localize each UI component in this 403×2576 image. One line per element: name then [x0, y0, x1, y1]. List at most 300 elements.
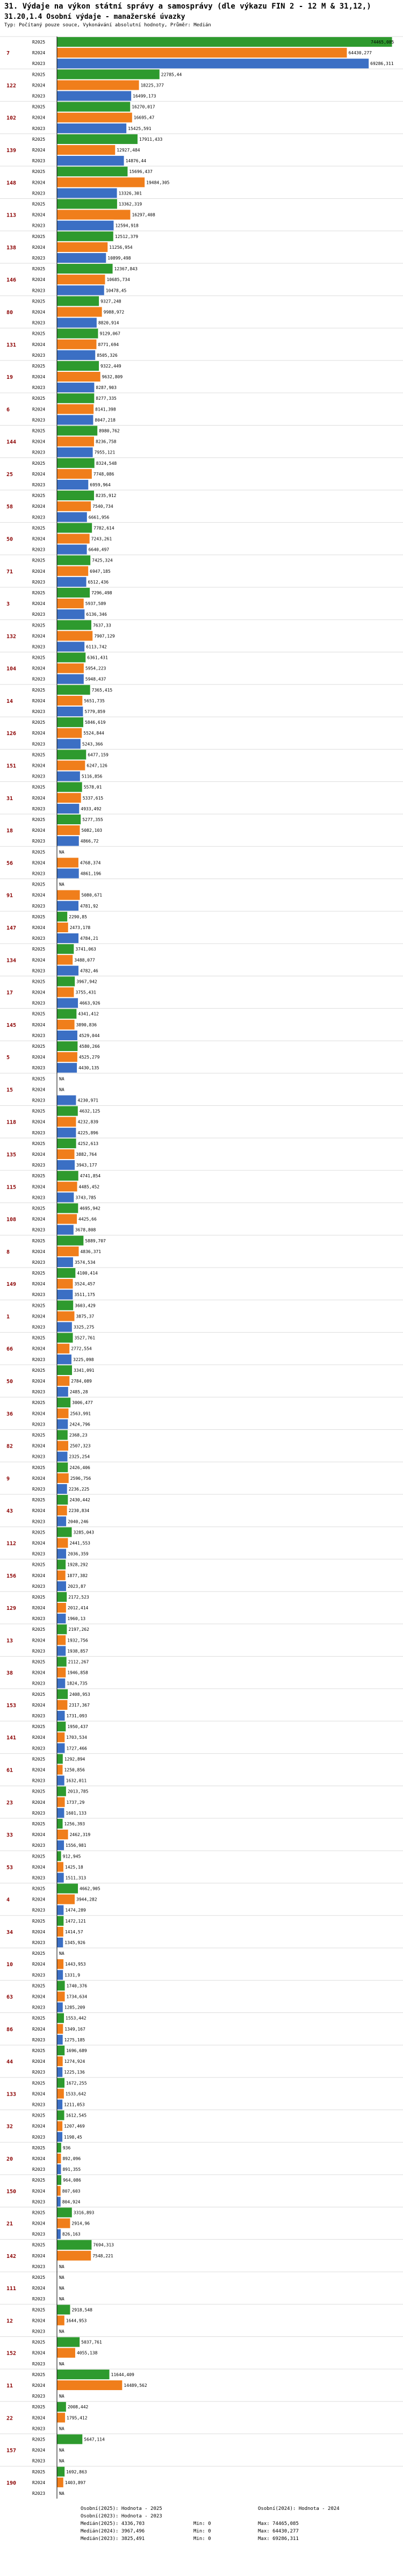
group-label: 86	[6, 2026, 13, 2033]
group-label: 132	[6, 634, 17, 640]
data-label: 74465,085	[371, 40, 394, 45]
bar-r2023	[57, 545, 87, 555]
series-tick-label: R2025	[32, 1238, 46, 1243]
series-tick-label: R2023	[32, 320, 46, 326]
bar-r2025	[57, 1819, 63, 1829]
series-tick-label: R2025	[32, 169, 46, 175]
data-label: 13326,301	[118, 191, 142, 196]
bar-r2025	[57, 1722, 66, 1731]
series-tick-label: R2023	[32, 1681, 46, 1686]
series-tick-label: R2024	[32, 2026, 46, 2032]
series-tick-label: R2024	[32, 1055, 46, 1060]
data-label: 4580,266	[79, 1044, 100, 1049]
series-tick-label: R2025	[32, 1174, 46, 1179]
series-tick-label: R2024	[32, 407, 46, 412]
bar-r2025	[57, 1884, 78, 1894]
data-label: 3574,534	[74, 1260, 96, 1265]
series-tick-label: R2025	[32, 2469, 46, 2474]
series-tick-label: R2025	[32, 1918, 46, 1924]
bar-r2024	[57, 1635, 66, 1645]
bar-r2025	[57, 1268, 75, 1278]
data-label: 1877,382	[67, 1573, 88, 1578]
series-tick-label: R2023	[32, 1292, 46, 1298]
series-tick-label: R2024	[32, 601, 46, 607]
data-label: 5846,619	[84, 720, 106, 725]
series-tick-label: R2025	[32, 2081, 46, 2086]
series-tick-label: R2023	[32, 126, 46, 131]
bar-r2023	[57, 2099, 62, 2109]
bar-r2025	[57, 588, 90, 598]
data-label: 3006,477	[72, 1400, 93, 1406]
group-label: 129	[6, 1606, 17, 1612]
series-tick-label: R2025	[32, 1886, 46, 1891]
bar-r2023	[57, 707, 83, 716]
bar-r2025	[57, 1495, 68, 1505]
data-label: 6661,956	[88, 515, 110, 520]
bar-r2025	[57, 556, 90, 565]
bar-r2023	[57, 1840, 64, 1850]
series-tick-label: R2024	[32, 310, 46, 315]
data-label: 4230,971	[77, 1098, 98, 1103]
data-label: 4663,926	[80, 1001, 100, 1006]
data-label: 1734,634	[66, 1994, 88, 1999]
bar-r2024	[57, 1765, 62, 1774]
data-label: 3325,275	[73, 1325, 95, 1330]
group-label: 25	[6, 471, 13, 478]
bar-r2023	[57, 1549, 66, 1559]
data-label: 5337,615	[82, 795, 104, 801]
bar-r2024	[57, 955, 73, 965]
na-label: NA	[59, 2297, 64, 2302]
bar-r2023	[57, 609, 84, 619]
bar-r2025	[57, 2078, 64, 2088]
group-label: 9	[6, 1476, 10, 1482]
series-tick-label: R2023	[32, 2426, 46, 2431]
data-label: 5647,114	[84, 2437, 105, 2442]
data-label: 3341,091	[73, 1368, 95, 1373]
data-label: 6947,185	[90, 569, 111, 574]
bar-r2025	[57, 2370, 110, 2379]
legend-entry: Max: 64430,277	[258, 2529, 299, 2534]
bar-r2023	[57, 221, 113, 231]
series-tick-label: R2023	[32, 2458, 46, 2464]
data-label: 3524,457	[74, 1282, 96, 1287]
data-label: 7637,33	[92, 623, 111, 628]
bar-r2023	[57, 91, 131, 100]
data-label: 1928,292	[67, 1562, 88, 1567]
series-tick-label: R2023	[32, 1875, 46, 1881]
group-label: 152	[6, 2350, 17, 2357]
series-tick-label: R2023	[32, 483, 46, 488]
data-label: 1946,858	[67, 1670, 88, 1675]
data-label: 8324,548	[96, 460, 117, 466]
series-tick-label: R2025	[32, 2178, 46, 2183]
series-tick-label: R2025	[32, 2437, 46, 2442]
data-label: 10478,45	[105, 288, 127, 293]
data-label: 1472,121	[65, 1918, 86, 1924]
group-label: 20	[6, 2156, 13, 2162]
bar-r2024	[57, 2121, 62, 2131]
bar-r2023	[57, 998, 78, 1008]
na-label: NA	[59, 2361, 64, 2366]
bar-r2024	[57, 275, 105, 284]
group-label: 151	[6, 763, 17, 769]
data-label: 7540,734	[92, 504, 113, 509]
series-tick-label: R2023	[32, 418, 46, 423]
series-tick-label: R2025	[32, 882, 46, 887]
series-tick-label: R2025	[32, 72, 46, 77]
data-label: 3488,077	[74, 958, 95, 963]
series-tick-label: R2024	[32, 1217, 46, 1222]
series-tick-label: R2025	[32, 526, 46, 531]
data-label: 4341,412	[78, 1011, 99, 1017]
series-tick-label: R2025	[32, 299, 46, 304]
series-tick-label: R2024	[32, 795, 46, 801]
data-label: 16270,017	[132, 104, 155, 110]
bar-r2025	[57, 1916, 63, 1926]
group-label: 157	[6, 2448, 17, 2454]
series-tick-label: R2023	[32, 2264, 46, 2269]
data-label: 5082,103	[81, 828, 103, 833]
group-label: 118	[6, 1119, 17, 1126]
series-tick-label: R2023	[32, 1325, 46, 1330]
series-tick-label: R2023	[32, 288, 46, 293]
series-tick-label: R2024	[32, 1379, 46, 1384]
data-label: 1211,053	[64, 2102, 85, 2107]
group-label: 142	[6, 2253, 17, 2260]
series-tick-label: R2025	[32, 2210, 46, 2215]
series-tick-label: R2023	[32, 385, 46, 391]
data-label: 4781,92	[80, 903, 98, 909]
series-tick-label: R2023	[32, 191, 46, 196]
data-label: 12927,484	[117, 148, 140, 153]
series-tick-label: R2023	[32, 1357, 46, 1362]
data-label: 7548,221	[92, 2253, 113, 2258]
group-label: 14	[6, 698, 13, 704]
bar-r2023	[57, 739, 81, 749]
series-tick-label: R2023	[32, 612, 46, 617]
data-label: 2036,359	[68, 1551, 89, 1557]
group-label: 126	[6, 731, 17, 737]
series-tick-label: R2025	[32, 1400, 46, 1406]
group-label: 150	[6, 2189, 17, 2195]
series-tick-label: R2024	[32, 148, 46, 153]
group-label: 149	[6, 1282, 17, 1288]
bar-r2025	[57, 653, 85, 663]
bar-r2025	[57, 296, 99, 306]
series-tick-label: R2025	[32, 2048, 46, 2053]
data-label: 1533,642	[65, 2091, 87, 2097]
data-label: 1511,313	[65, 1875, 87, 1881]
group-label: 115	[6, 1184, 17, 1191]
bar-r2023	[57, 156, 124, 166]
data-label: 5779,859	[84, 709, 105, 715]
group-label: 108	[6, 1217, 17, 1223]
data-label: 964,086	[63, 2178, 81, 2183]
series-tick-label: R2024	[32, 1962, 46, 1967]
bar-r2023	[57, 1679, 65, 1688]
data-label: 2112,267	[68, 1659, 89, 1665]
series-tick-label: R2025	[32, 1303, 46, 1308]
data-label: 1795,412	[67, 2415, 88, 2421]
series-tick-label: R2025	[32, 752, 46, 758]
data-label: 3755,431	[75, 990, 96, 995]
data-label: 3678,808	[75, 1227, 96, 1233]
bar-r2025	[57, 782, 82, 792]
data-label: 2426,406	[69, 1465, 90, 1470]
series-tick-label: R2024	[32, 1897, 46, 1902]
series-tick-label: R2025	[32, 396, 46, 401]
bar-r2024	[57, 1862, 63, 1872]
series-tick-label: R2024	[32, 1022, 46, 1027]
series-tick-label: R2023	[32, 547, 46, 552]
series-tick-label: R2025	[32, 1498, 46, 1503]
series-tick-label: R2023	[32, 2491, 46, 2496]
series-tick-label: R2023	[32, 742, 46, 747]
series-tick-label: R2025	[32, 363, 46, 369]
bar-r2025	[57, 393, 94, 403]
data-label: 2563,991	[70, 1411, 91, 1416]
bar-r2024	[57, 696, 82, 706]
bar-r2025	[57, 523, 92, 533]
data-label: 4232,839	[77, 1119, 98, 1125]
series-tick-label: R2024	[32, 180, 46, 185]
bar-r2025	[57, 1430, 68, 1440]
data-label: 1553,442	[66, 2016, 87, 2021]
bar-r2024	[57, 2024, 63, 2034]
series-tick-label: R2024	[32, 1119, 46, 1125]
bar-r2025	[57, 815, 81, 824]
bar-r2023	[57, 1192, 74, 1202]
group-label: 82	[6, 1443, 13, 1450]
series-tick-label: R2025	[32, 1141, 46, 1146]
group-label: 147	[6, 925, 17, 931]
series-tick-label: R2025	[32, 1109, 46, 1114]
group-label: 8	[6, 1249, 10, 1255]
bar-r2024	[57, 631, 92, 641]
data-label: 1824,735	[67, 1681, 88, 1686]
data-label: 1727,466	[66, 1746, 87, 1751]
na-label: NA	[59, 1076, 64, 1082]
bar-r2024	[57, 2380, 122, 2390]
group-label: 148	[6, 180, 17, 186]
series-tick-label: R2023	[32, 1810, 46, 1816]
data-label: 892,096	[62, 2156, 81, 2161]
bar-r2023	[57, 933, 78, 943]
group-label: 56	[6, 860, 13, 867]
series-tick-label: R2023	[32, 1778, 46, 1783]
bar-r2024	[57, 177, 145, 187]
group-label: 17	[6, 990, 13, 996]
data-label: 1274,924	[64, 2059, 85, 2064]
group-label: 7	[6, 51, 10, 57]
bar-r2025	[57, 102, 130, 112]
series-tick-label: R2024	[32, 731, 46, 736]
bar-r2024	[57, 890, 80, 900]
data-label: 1474,289	[65, 1908, 86, 1913]
series-tick-label: R2024	[32, 244, 46, 250]
group-label: 135	[6, 1152, 17, 1158]
series-tick-label: R2024	[32, 1476, 46, 1481]
bar-r2024	[57, 2251, 91, 2261]
series-tick-label: R2024	[32, 2189, 46, 2194]
series-tick-label: R2025	[32, 558, 46, 563]
bar-r2023	[57, 1063, 77, 1073]
data-label: 3316,893	[73, 2210, 95, 2215]
data-label: 4784,21	[80, 936, 98, 941]
series-tick-label: R2025	[32, 850, 46, 855]
data-label: 4252,613	[77, 1141, 99, 1146]
bar-r2024	[57, 437, 94, 447]
data-label: 9632,809	[102, 375, 123, 380]
group-label: 6	[6, 407, 10, 413]
series-tick-label: R2023	[32, 2037, 46, 2042]
data-label: 1345,926	[64, 1940, 85, 1946]
series-tick-label: R2024	[32, 1541, 46, 1546]
data-label: 1737,29	[66, 1800, 85, 1805]
na-label: NA	[59, 2426, 64, 2431]
data-label: 6512,436	[88, 579, 109, 585]
data-label: 4933,492	[81, 806, 102, 811]
data-label: 2784,089	[71, 1379, 92, 1384]
data-label: 6477,159	[88, 752, 109, 758]
data-label: 2008,442	[67, 2405, 89, 2410]
data-label: 1331,9	[64, 1973, 81, 1978]
data-label: 912,945	[62, 1854, 81, 1859]
bar-r2025	[57, 717, 83, 727]
group-label: 18	[6, 828, 13, 834]
legend-entry: Min: 0	[193, 2529, 211, 2534]
bar-r2025	[57, 199, 117, 208]
series-tick-label: R2025	[32, 1530, 46, 1535]
bar-r2024	[57, 1052, 77, 1062]
data-label: 64430,277	[348, 51, 372, 56]
bar-r2025	[57, 1787, 66, 1796]
series-tick-label: R2025	[32, 1044, 46, 1049]
bar-r2024	[57, 1991, 65, 2001]
series-tick-label: R2025	[32, 2307, 46, 2313]
series-tick-label: R2025	[32, 1465, 46, 1470]
bar-r2023	[57, 1776, 64, 1786]
data-label: 4662,905	[80, 1886, 100, 1891]
data-label: 7365,415	[91, 687, 113, 693]
bar-r2024	[57, 1149, 75, 1159]
data-label: 1932,756	[67, 1638, 88, 1643]
series-tick-label: R2025	[32, 1789, 46, 1794]
bar-r2025	[57, 37, 392, 47]
data-label: 4861,196	[80, 871, 102, 876]
series-tick-label: R2023	[32, 450, 46, 455]
series-tick-label: R2024	[32, 375, 46, 380]
data-label: 7782,614	[93, 526, 114, 531]
data-label: 3943,177	[76, 1163, 97, 1168]
data-label: 8771,694	[98, 342, 119, 347]
data-label: 2317,367	[69, 1702, 90, 1708]
series-tick-label: R2024	[32, 698, 46, 703]
series-tick-label: R2024	[32, 634, 46, 639]
bar-r2023	[57, 1387, 68, 1397]
bar-r2024	[57, 1182, 77, 1191]
group-label: 21	[6, 2221, 13, 2227]
series-tick-label: R2023	[32, 1066, 46, 1071]
data-label: 7243,261	[91, 536, 112, 542]
data-label: 1285,209	[64, 2005, 85, 2010]
data-label: 2290,85	[69, 914, 87, 919]
series-tick-label: R2023	[32, 1486, 46, 1492]
bar-r2024	[57, 1668, 66, 1678]
bar-r2025	[57, 134, 138, 144]
group-label: 80	[6, 310, 13, 316]
data-label: 5651,735	[84, 698, 105, 703]
series-tick-label: R2025	[32, 136, 46, 142]
bar-r2024	[57, 1830, 68, 1839]
bar-r2023	[57, 448, 93, 457]
series-tick-label: R2024	[32, 2253, 46, 2258]
bar-r2024	[57, 599, 84, 608]
data-label: 8236,758	[95, 439, 117, 444]
data-label: 10899,498	[107, 255, 131, 261]
series-tick-label: R2025	[32, 1757, 46, 1762]
data-label: 1207,469	[64, 2124, 85, 2129]
bar-r2025	[57, 1624, 67, 1634]
series-tick-label: R2025	[32, 1335, 46, 1341]
series-tick-label: R2024	[32, 51, 46, 56]
series-tick-label: R2023	[32, 2167, 46, 2172]
series-tick-label: R2025	[32, 1594, 46, 1600]
series-tick-label: R2024	[32, 83, 46, 88]
bar-r2025	[57, 232, 113, 241]
data-label: 5889,707	[85, 1238, 106, 1243]
group-label: 63	[6, 1994, 13, 2001]
series-tick-label: R2024	[32, 504, 46, 509]
data-label: 4782,46	[80, 968, 98, 974]
data-label: 2040,246	[68, 1519, 89, 1524]
series-tick-label: R2025	[32, 2372, 46, 2377]
data-label: 2507,323	[69, 1443, 91, 1449]
series-tick-label: R2025	[32, 2113, 46, 2118]
data-label: 3225,098	[73, 1357, 94, 1362]
bar-r2023	[57, 188, 117, 198]
group-label: 112	[6, 1541, 17, 1547]
bar-r2025	[57, 1981, 65, 1990]
data-label: 69286,311	[370, 61, 394, 67]
series-tick-label: R2025	[32, 1206, 46, 1211]
series-tick-label: R2025	[32, 493, 46, 499]
bar-r2023	[57, 1031, 77, 1040]
group-label: 22	[6, 2415, 13, 2422]
bar-r2024	[57, 760, 85, 770]
series-tick-label: R2023	[32, 968, 46, 974]
series-tick-label: R2024	[32, 1346, 46, 1351]
group-label: 146	[6, 277, 17, 284]
bar-r2024	[57, 1927, 63, 1937]
data-label: 9129,067	[99, 331, 120, 336]
data-label: 1414,57	[64, 1929, 83, 1934]
bar-r2024	[57, 858, 78, 867]
group-label: 144	[6, 439, 17, 445]
series-tick-label: R2024	[32, 2156, 46, 2161]
bar-r2023	[57, 804, 79, 814]
bar-r2023	[57, 1938, 63, 1947]
data-label: 12512,379	[114, 234, 139, 239]
bar-r2025	[57, 1851, 61, 1861]
data-label: 4225,896	[77, 1130, 98, 1135]
legend-entry: Max: 69286,311	[258, 2536, 299, 2542]
group-label: 71	[6, 569, 13, 575]
na-label: NA	[59, 2491, 64, 2496]
data-label: 9322,449	[100, 363, 121, 369]
series-tick-label: R2024	[32, 1508, 46, 1514]
